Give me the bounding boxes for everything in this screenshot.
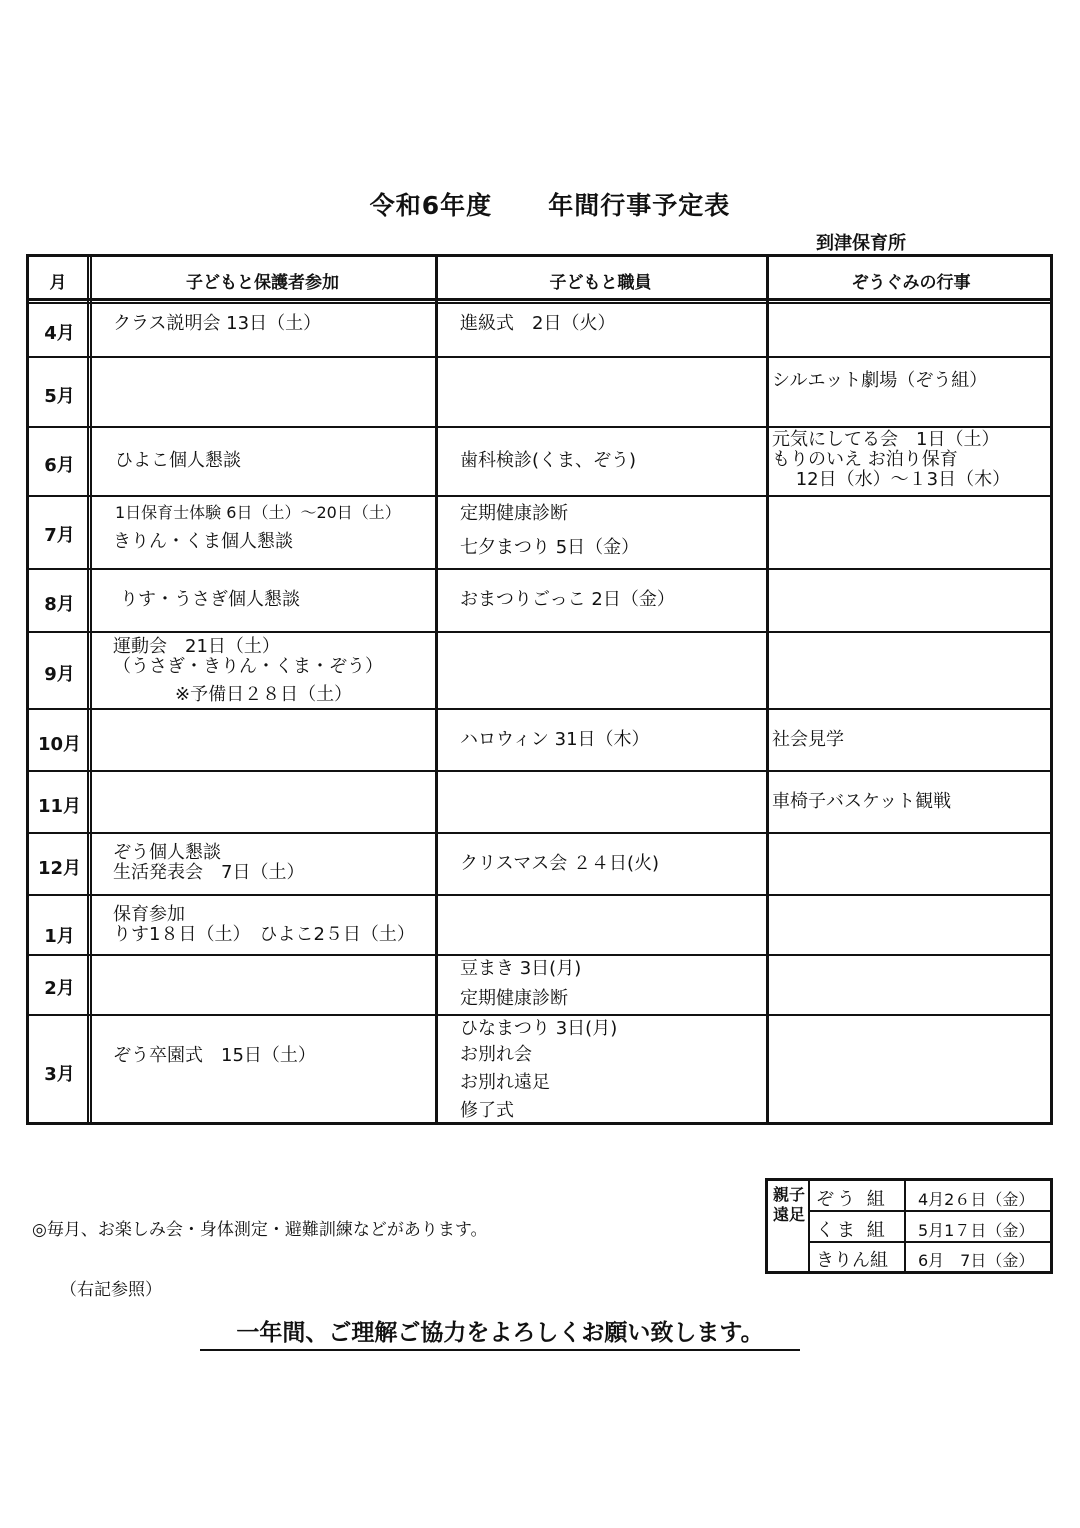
event-text: 七夕まつり 5日（金） — [460, 537, 640, 558]
closing-message: 一年間、ご理解ご協力をよろしくお願い致します。 — [200, 1314, 800, 1351]
row-divider — [29, 708, 1050, 710]
event-text: ひよこ個人懇談 — [115, 450, 241, 471]
event-text: きりん・くま個人懇談 — [113, 531, 293, 552]
title-year: 令和6年度 — [369, 191, 493, 220]
event-text: 元気にしてる会 1日（土） — [772, 429, 1000, 450]
event-text: ※予備日２８日（土） — [175, 684, 353, 705]
month-label: 8月 — [44, 594, 75, 615]
event-text: 定期健康診断 — [460, 503, 568, 524]
picnic-class: くま 組 — [816, 1220, 888, 1241]
row-divider — [29, 832, 1050, 834]
month-label: 3月 — [44, 1064, 75, 1085]
event-text: ひなまつり 3日(月) — [460, 1018, 618, 1039]
picnic-date: 6月 7日（金） — [918, 1251, 1035, 1270]
picnic-label: 親子遠足 — [772, 1185, 805, 1224]
column-divider — [766, 257, 769, 1122]
picnic-class: ぞう 組 — [816, 1189, 888, 1210]
event-text: お別れ会 — [460, 1044, 532, 1065]
event-text: 1日保育士体験 6日（土）～20日（土） — [115, 503, 401, 522]
row-divider — [29, 631, 1050, 633]
header-parent-events: 子どもと保護者参加 — [186, 273, 339, 293]
event-text: 12日（水）～１3日（木） — [772, 469, 1011, 490]
month-label: 2月 — [44, 978, 75, 999]
row-divider — [29, 568, 1050, 570]
event-text: 運動会 21日（土） — [113, 636, 280, 657]
row-divider — [29, 1014, 1050, 1016]
event-text: もりのいえ お泊り保育 — [772, 449, 958, 470]
event-text: 進級式 2日（火） — [460, 313, 616, 334]
row-divider — [29, 495, 1050, 497]
row-divider — [29, 356, 1050, 358]
organization-name: 到津保育所 — [816, 233, 906, 254]
event-text: （うさぎ・きりん・くま・ぞう） — [113, 656, 383, 677]
month-label: 6月 — [44, 455, 75, 476]
row-divider — [29, 954, 1050, 956]
parent-child-picnic-table — [765, 1178, 1053, 1274]
column-divider — [808, 1181, 810, 1271]
month-label: 9月 — [44, 664, 75, 685]
month-label: 10月 — [37, 734, 82, 755]
month-label: 5月 — [44, 386, 75, 407]
page-title — [0, 186, 1080, 222]
column-divider — [435, 257, 438, 1122]
row-divider — [29, 426, 1050, 428]
event-text: 定期健康診断 — [460, 988, 568, 1009]
month-label: 12月 — [37, 858, 82, 879]
event-text: クラス説明会 13日（土） — [113, 313, 322, 334]
month-label: 7月 — [44, 525, 75, 546]
event-text: 豆まき 3日(月) — [460, 958, 582, 979]
event-text: ハロウィン 31日（木） — [460, 729, 650, 750]
event-text: 車椅子バスケット観戦 — [772, 791, 952, 812]
event-text: 社会見学 — [772, 729, 844, 750]
month-label: 11月 — [37, 796, 82, 817]
event-text: りす1８日（土） ひよこ2５日（土） — [113, 924, 415, 945]
row-divider — [29, 894, 1050, 896]
event-text: 歯科検診(くま、ぞう) — [460, 450, 637, 471]
monthly-note: ◎毎月、お楽しみ会・身体測定・避難訓練などがあります。 — [32, 1220, 488, 1240]
event-text: りす・うさぎ個人懇談 — [120, 589, 300, 610]
row-divider — [29, 298, 1050, 301]
row-divider — [29, 770, 1050, 772]
see-right-note: （右記参照） — [60, 1280, 162, 1300]
picnic-date: 4月2６日（金） — [918, 1190, 1035, 1209]
event-text: ぞう卒園式 15日（土） — [113, 1045, 316, 1066]
event-text: 保育参加 — [113, 904, 185, 925]
picnic-class: きりん組 — [816, 1250, 888, 1271]
month-label: 1月 — [44, 926, 75, 947]
event-text: シルエット劇場（ぞう組） — [772, 370, 988, 391]
event-text: 修了式 — [460, 1100, 514, 1121]
event-text: ぞう個人懇談 — [113, 842, 221, 863]
month-label: 4月 — [44, 323, 75, 344]
title-name: 年間行事予定表 — [548, 191, 731, 220]
row-divider — [29, 302, 1050, 304]
event-text: 生活発表会 7日（土） — [113, 862, 305, 883]
picnic-date: 5月1７日（金） — [918, 1221, 1035, 1240]
column-divider — [904, 1181, 906, 1271]
header-zou-events: ぞうぐみの行事 — [851, 273, 971, 293]
header-month: 月 — [49, 273, 67, 293]
event-text: おまつりごっこ 2日（金） — [460, 589, 675, 610]
event-text: お別れ遠足 — [460, 1072, 550, 1093]
schedule-table — [26, 254, 1053, 1125]
column-divider — [90, 257, 92, 1122]
header-staff-events: 子どもと職員 — [549, 273, 652, 293]
event-text: クリスマス会 ２４日(火) — [460, 853, 660, 874]
